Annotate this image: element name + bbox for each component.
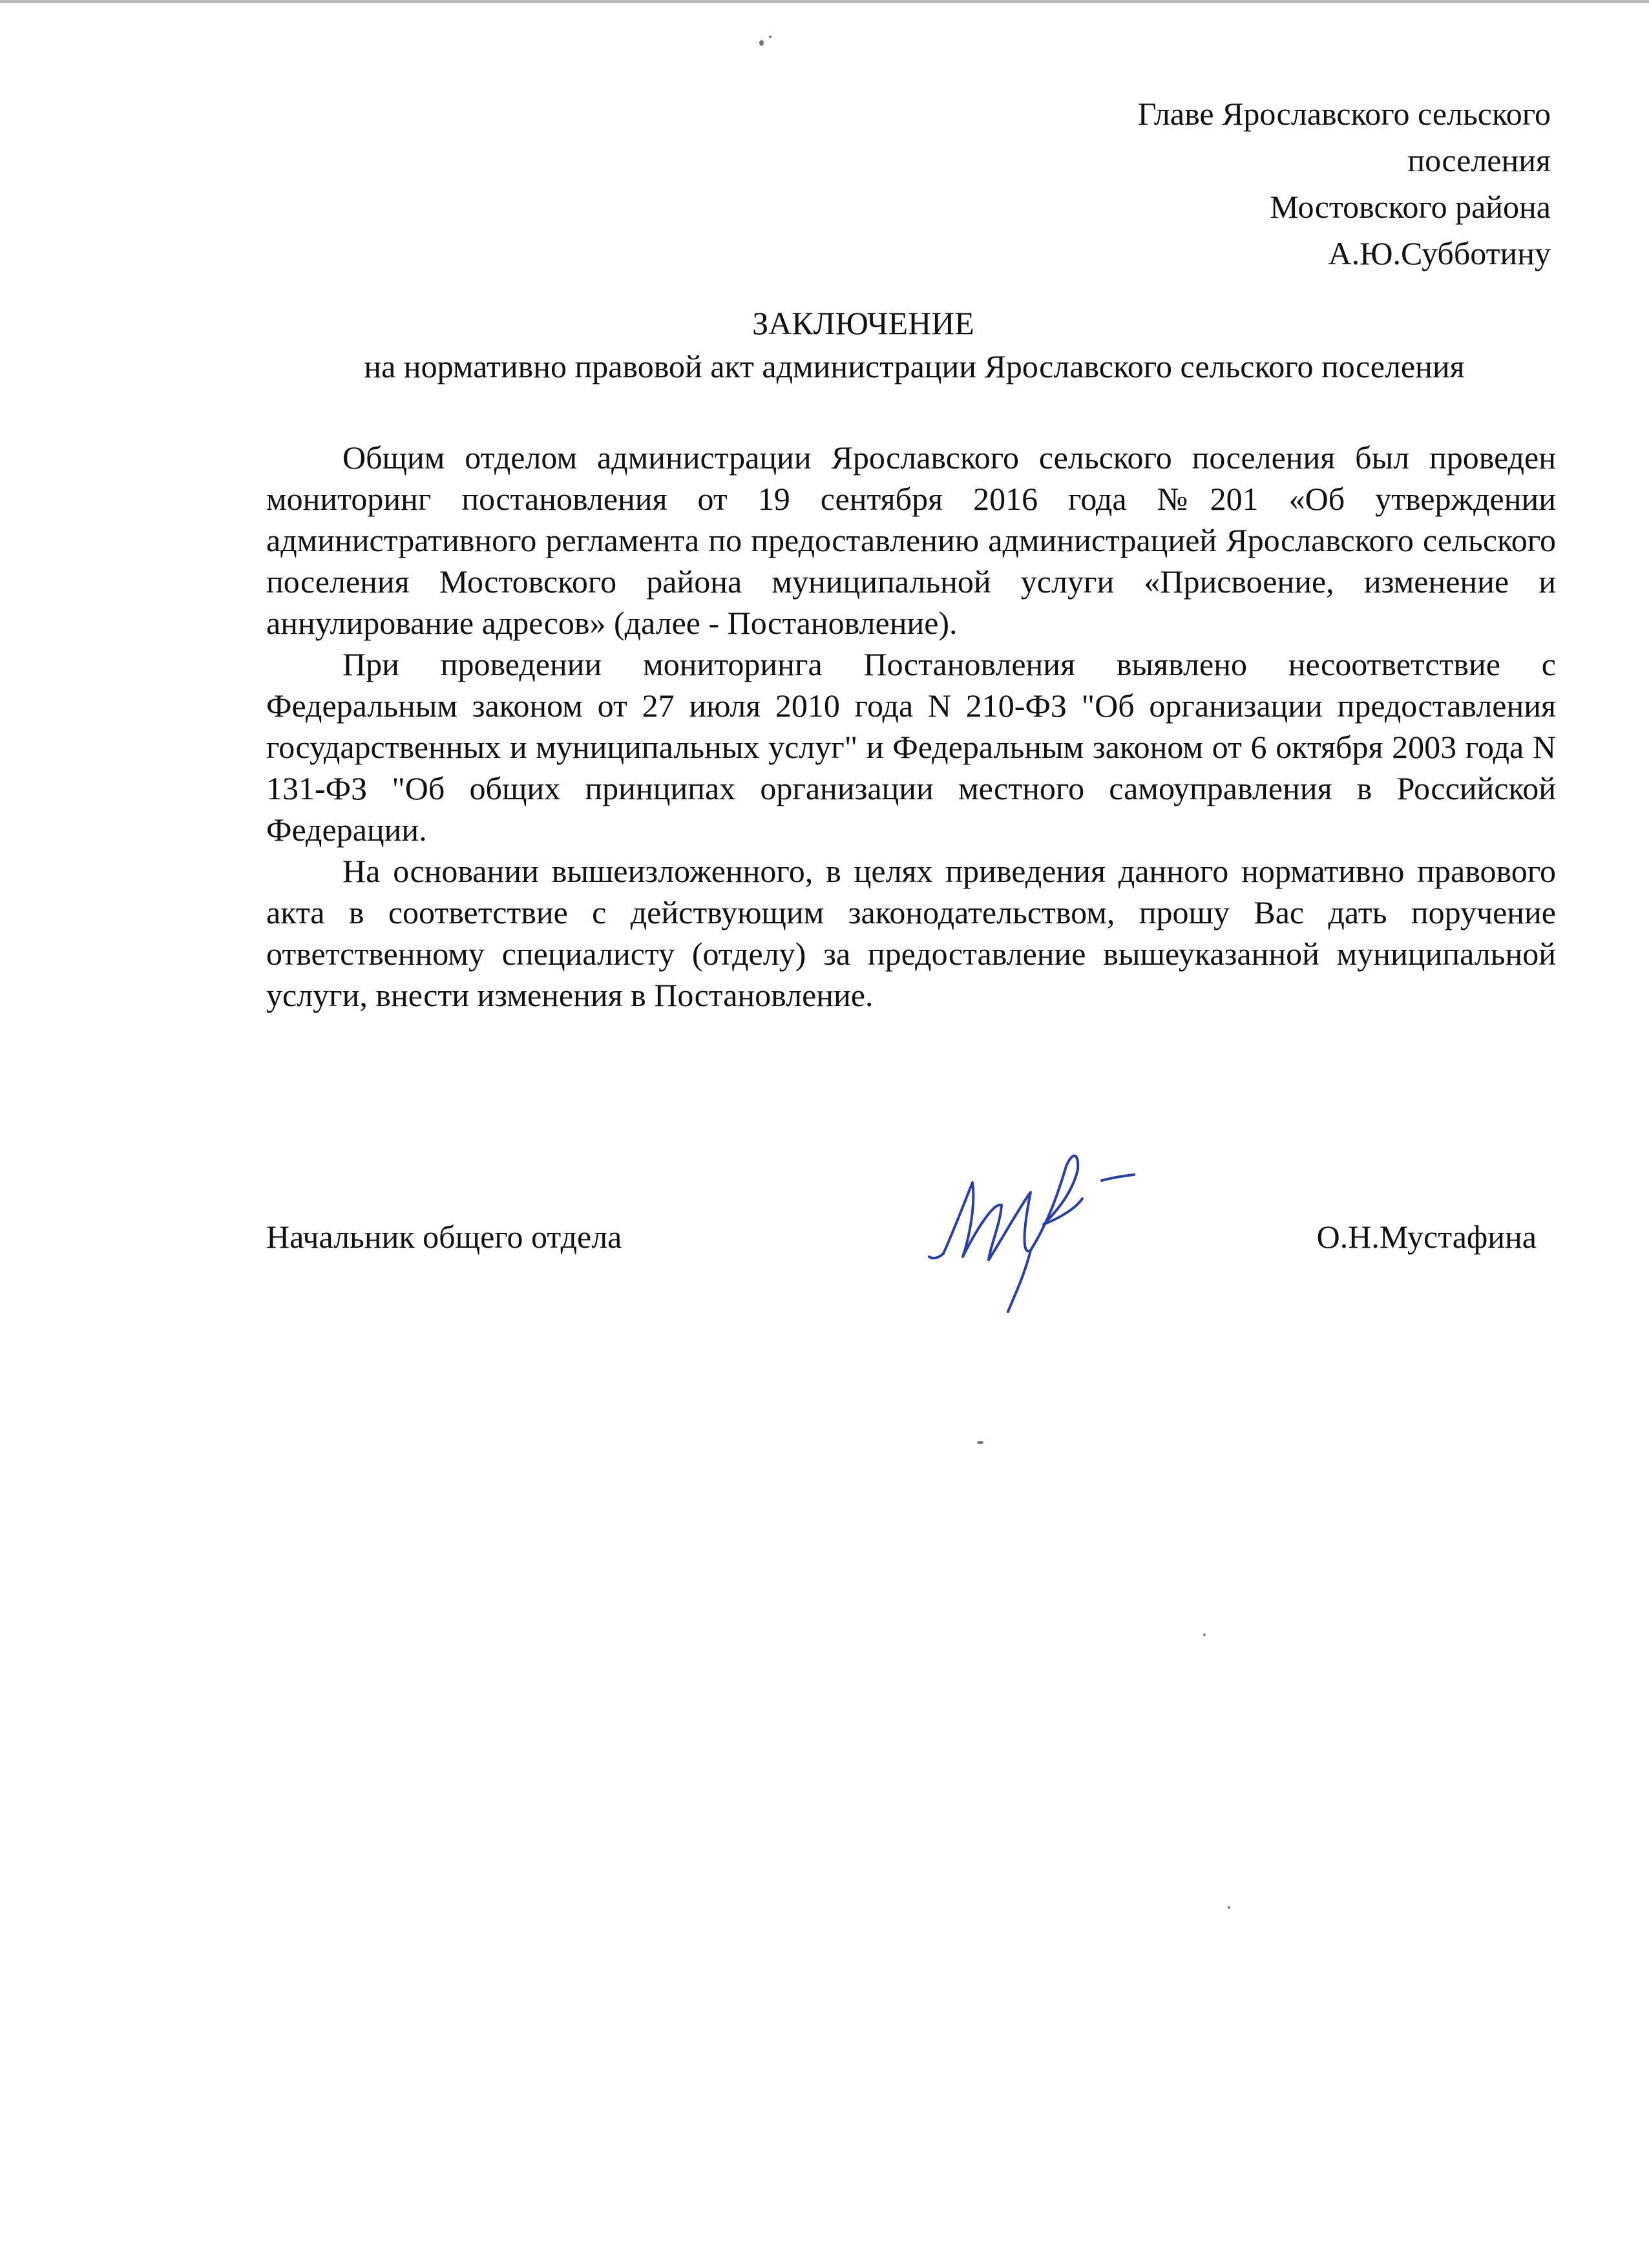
scan-edge: [0, 0, 1649, 3]
scan-speck: [769, 36, 772, 38]
signer-name: О.Н.Мустафина: [1316, 1219, 1537, 1255]
scan-speck: [1228, 1906, 1230, 1909]
addressee-block: [969, 90, 1551, 277]
document-subtitle: на нормативно правовой акт администрации Ярославского сельского поселения: [364, 348, 1465, 384]
handwritten-signature-icon: [918, 1128, 1150, 1321]
body-paragraph: На основании вышеизложенного, в целях приведения данного нормативно правового акта в соответствие с действующим законодательством, прошу Вас дать поручение ответственному специалисту (отделу) за предоставление вышеуказанной муниципальной услуги, внести изменения в Постановление.: [266, 853, 1556, 1013]
scan-speck: [1203, 1633, 1206, 1636]
body-paragraph: Общим отделом администрации Ярославского сельского поселения был проведен мониторинг постановления от 19 сентября 2016 года №201 «Об утверждении административного регламента по предоставлению администрацией Ярославского сельского поселения Мостовского района муниципальной услуги «Присвоение, изменение и аннулирование адресов» (далее - Постановление).: [266, 439, 1556, 641]
addressee-line: А.Ю.Субботину: [1328, 235, 1551, 271]
addressee-line: поселения: [1407, 142, 1551, 178]
document-body: [266, 437, 1556, 1016]
scan-speck: [759, 40, 764, 46]
document-title: ЗАКЛЮЧЕНИЕ: [752, 305, 974, 341]
body-paragraph: При проведении мониторинга Постановления выявлено несоответствие с Федеральным законом от 27 июля 2010 года N 210-ФЗ "Об организации предоставления государственных и муниципальных услуг" и Федеральным законом от 6 октября 2003 года N 131-ФЗ "Об общих принципах организации местного самоуправления в Российской Федерации.: [266, 646, 1556, 848]
signature-block: [266, 1202, 1556, 1254]
addressee-line: Главе Ярославского сельского: [1137, 96, 1551, 132]
signer-position: Начальник общего отдела: [266, 1219, 622, 1255]
addressee-line: Мостовского района: [1270, 189, 1551, 225]
scan-speck: [977, 1441, 983, 1444]
